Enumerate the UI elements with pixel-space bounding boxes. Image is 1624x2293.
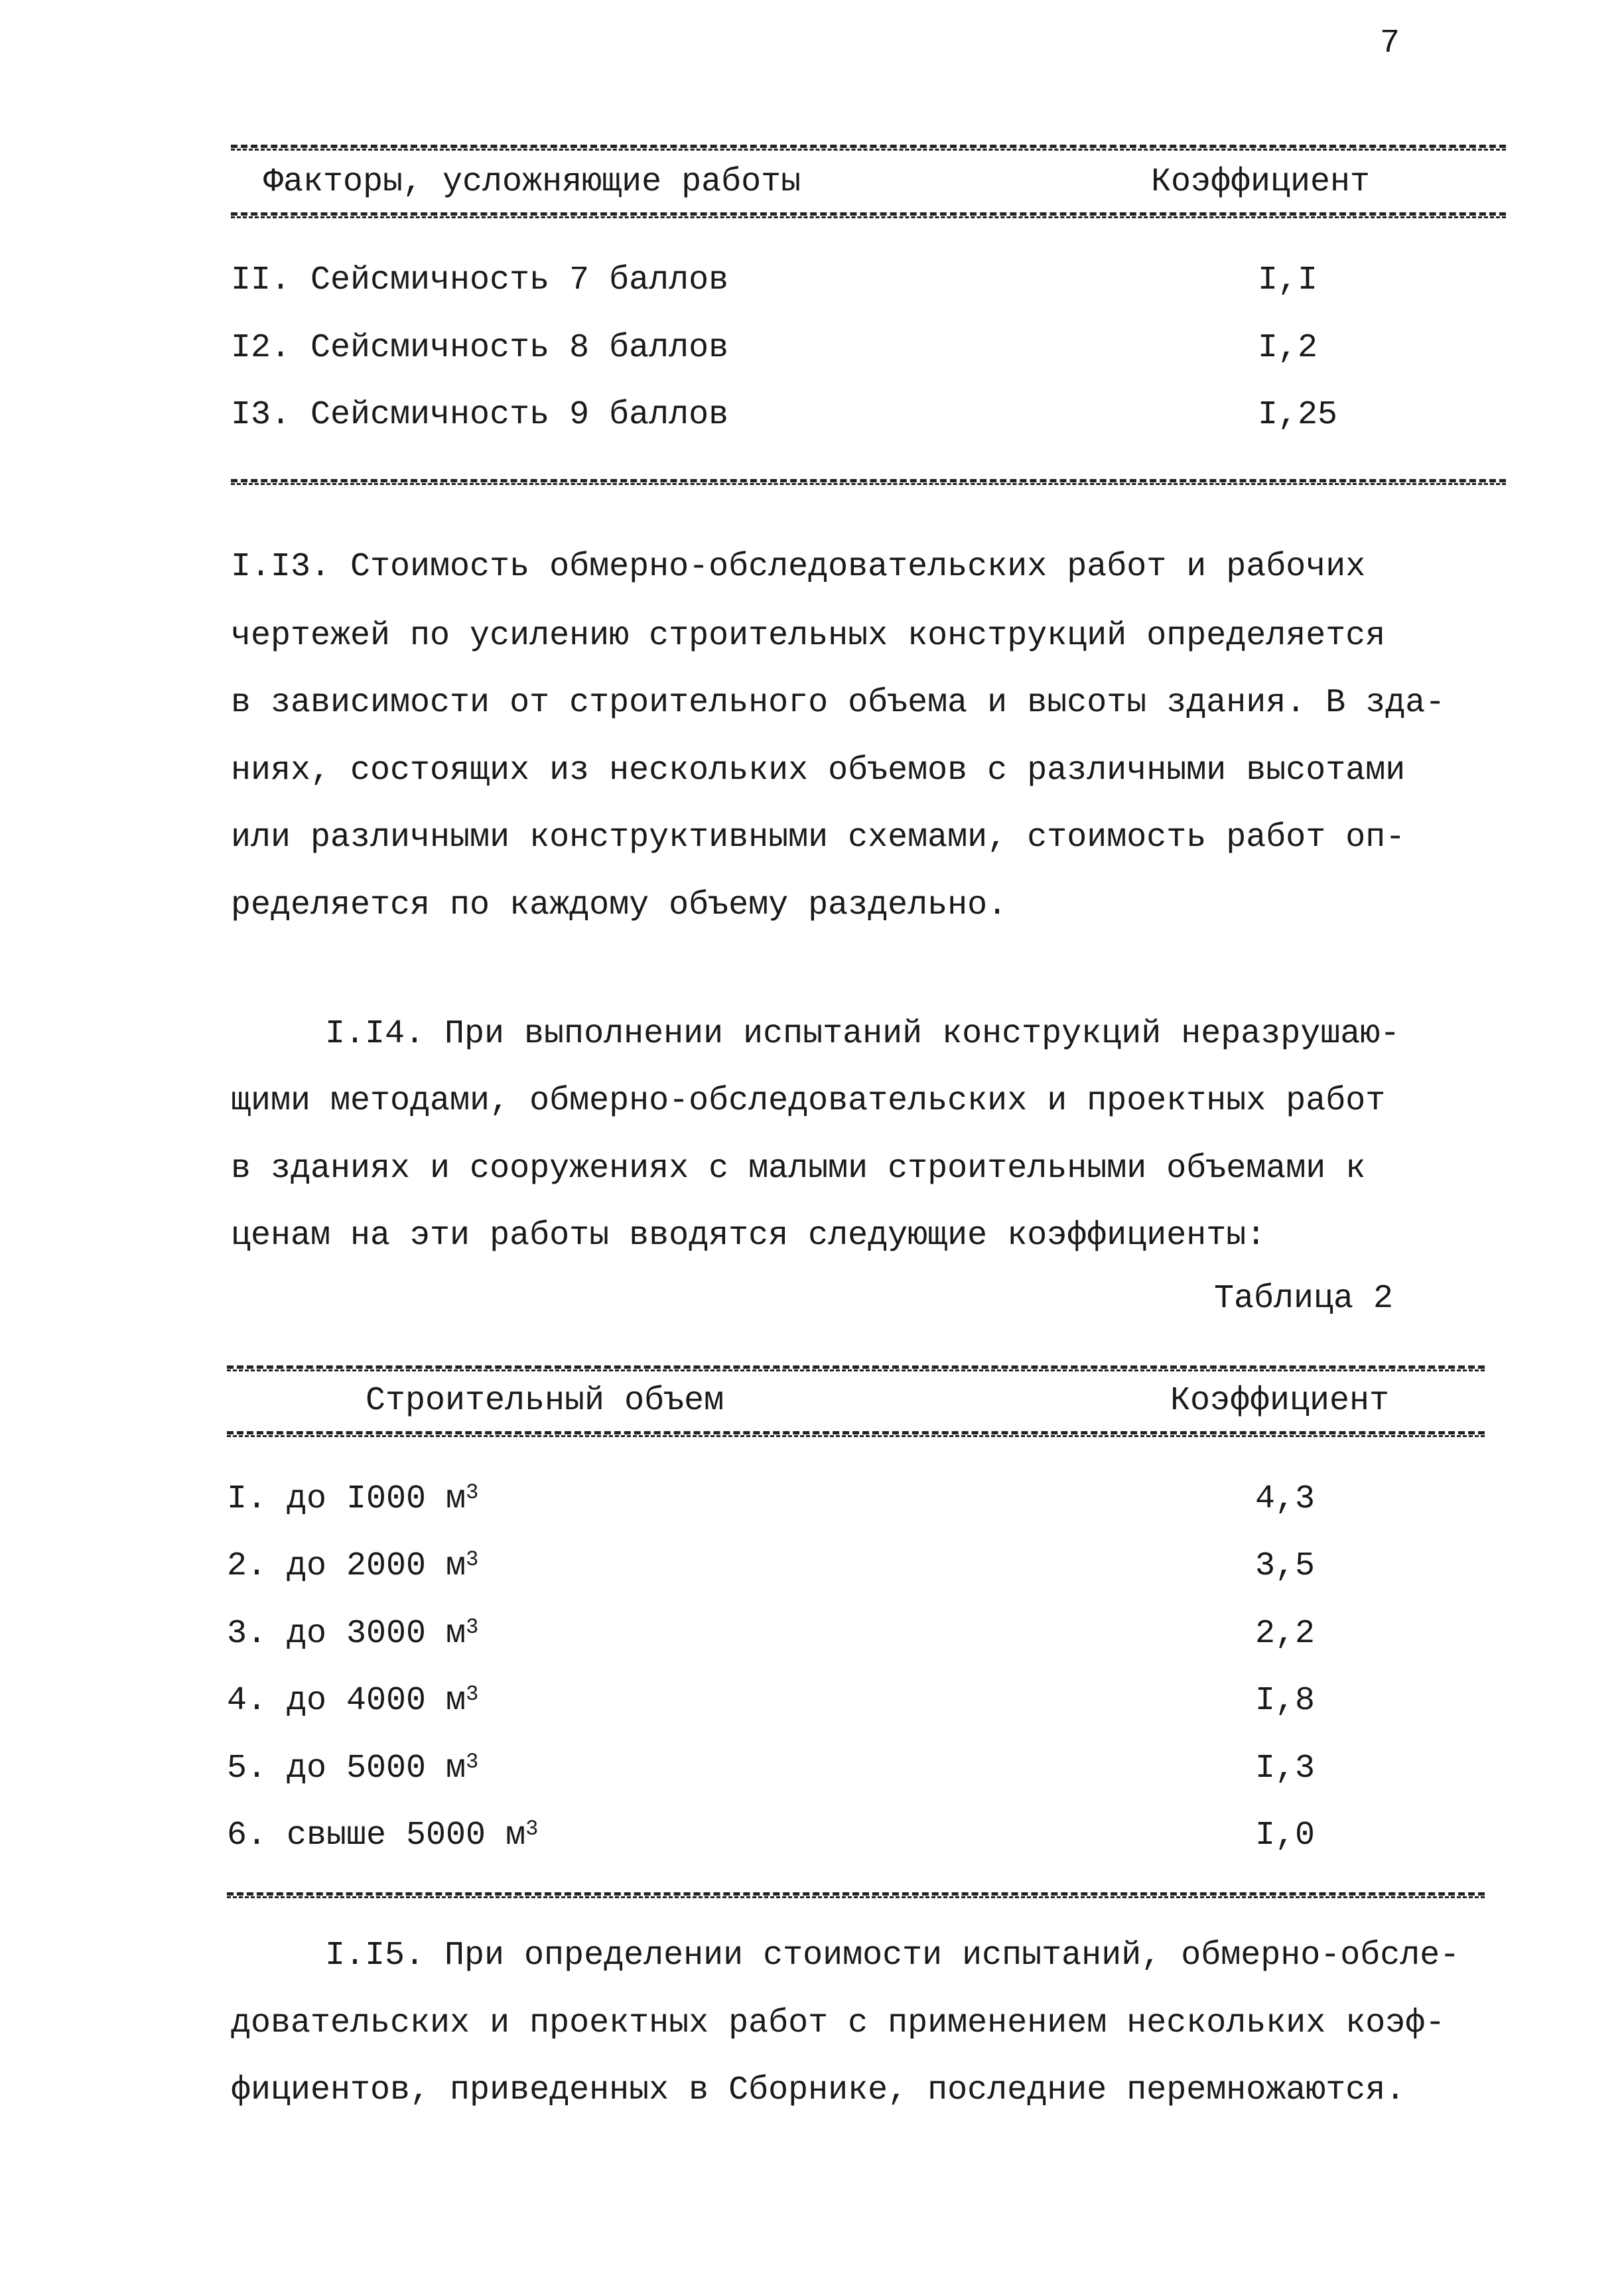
table-rule	[231, 145, 1506, 148]
table-row-label	[227, 1614, 478, 1654]
text-line: фициентов, приведенных в Сборнике, последние перемножаются.	[231, 2071, 1406, 2109]
table-row-value: I,I	[1258, 261, 1318, 299]
column-header: Коэффициент	[1170, 1382, 1390, 1420]
table-row-label: I3. Сейсмичность 9 баллов	[231, 396, 729, 434]
column-header: Строительный объем	[366, 1382, 724, 1420]
row-text: 2. до 2000 м	[227, 1547, 466, 1585]
superscript: 3	[466, 1480, 479, 1505]
table-row-label	[227, 1816, 538, 1856]
column-header: Коэффициент	[1151, 163, 1371, 201]
row-text: 5. до 5000 м	[227, 1750, 466, 1787]
table-caption: Таблица 2	[1214, 1280, 1394, 1318]
row-text: 4. до 4000 м	[227, 1682, 466, 1720]
column-header: Факторы, усложняющие работы	[263, 163, 801, 201]
text-line: I.I5. При определении стоимости испытаний, обмерно-обсле-	[325, 1937, 1460, 1975]
text-line: чертежей по усилению строительных конструкций определяется	[231, 617, 1386, 655]
table-row-label: II. Сейсмичность 7 баллов	[231, 261, 729, 299]
table-row-value: 3,5	[1255, 1547, 1316, 1585]
table-row-value: I,2	[1258, 329, 1318, 367]
table-row-value: I,8	[1255, 1682, 1316, 1720]
text-line: в зависимости от строительного объема и высоты здания. В зда-	[231, 684, 1446, 722]
superscript: 3	[466, 1547, 479, 1572]
text-line: ниях, состоящих из нескольких объемов с различными высотами	[231, 752, 1406, 790]
text-line: I.I3. Стоимость обмерно-обследовательских работ и рабочих	[231, 548, 1366, 586]
superscript: 3	[466, 1682, 479, 1706]
table-rule	[227, 1365, 1485, 1369]
row-text: 6. свыше 5000 м	[227, 1817, 526, 1854]
text-line: ределяется по каждому объему раздельно.	[231, 886, 1008, 924]
text-line: I.I4. При выполнении испытаний конструкций неразрушаю-	[325, 1015, 1400, 1053]
table-row-label	[227, 1480, 478, 1519]
table-row-value: I,25	[1258, 396, 1338, 434]
table-row-label	[227, 1681, 478, 1721]
table-rule	[227, 1896, 1485, 1898]
text-line: щими методами, обмерно-обследовательских и проектных работ	[231, 1082, 1386, 1120]
table-rule	[227, 1892, 1485, 1896]
superscript: 3	[466, 1615, 479, 1639]
table-rule	[231, 483, 1506, 485]
table-rule	[231, 212, 1506, 216]
page-number: 7	[1380, 25, 1400, 62]
table-row-value: 2,2	[1255, 1615, 1316, 1653]
table-row-value: I,3	[1255, 1750, 1316, 1787]
table-row-value: I,0	[1255, 1817, 1316, 1854]
table-rule	[231, 479, 1506, 482]
table-rule	[227, 1435, 1485, 1437]
table-rule	[231, 149, 1506, 151]
text-line: ценам на эти работы вводятся следующие коэффициенты:	[231, 1217, 1266, 1255]
text-line: или различными конструктивными схемами, стоимость работ оп-	[231, 819, 1406, 857]
table-row-label: I2. Сейсмичность 8 баллов	[231, 329, 729, 367]
table-row-label	[227, 1547, 478, 1586]
table-rule	[227, 1431, 1485, 1434]
row-text: 3. до 3000 м	[227, 1615, 466, 1653]
table-row-value: 4,3	[1255, 1480, 1316, 1518]
superscript: 3	[525, 1817, 539, 1841]
table-rule	[227, 1369, 1485, 1371]
superscript: 3	[466, 1750, 479, 1774]
row-text: I. до I000 м	[227, 1480, 466, 1518]
text-line: довательских и проектных работ с применением нескольких коэф-	[231, 2004, 1446, 2042]
table-row-label	[227, 1749, 478, 1789]
table-rule	[231, 216, 1506, 218]
text-line: в зданиях и сооружениях с малыми строительными объемами к	[231, 1150, 1366, 1188]
